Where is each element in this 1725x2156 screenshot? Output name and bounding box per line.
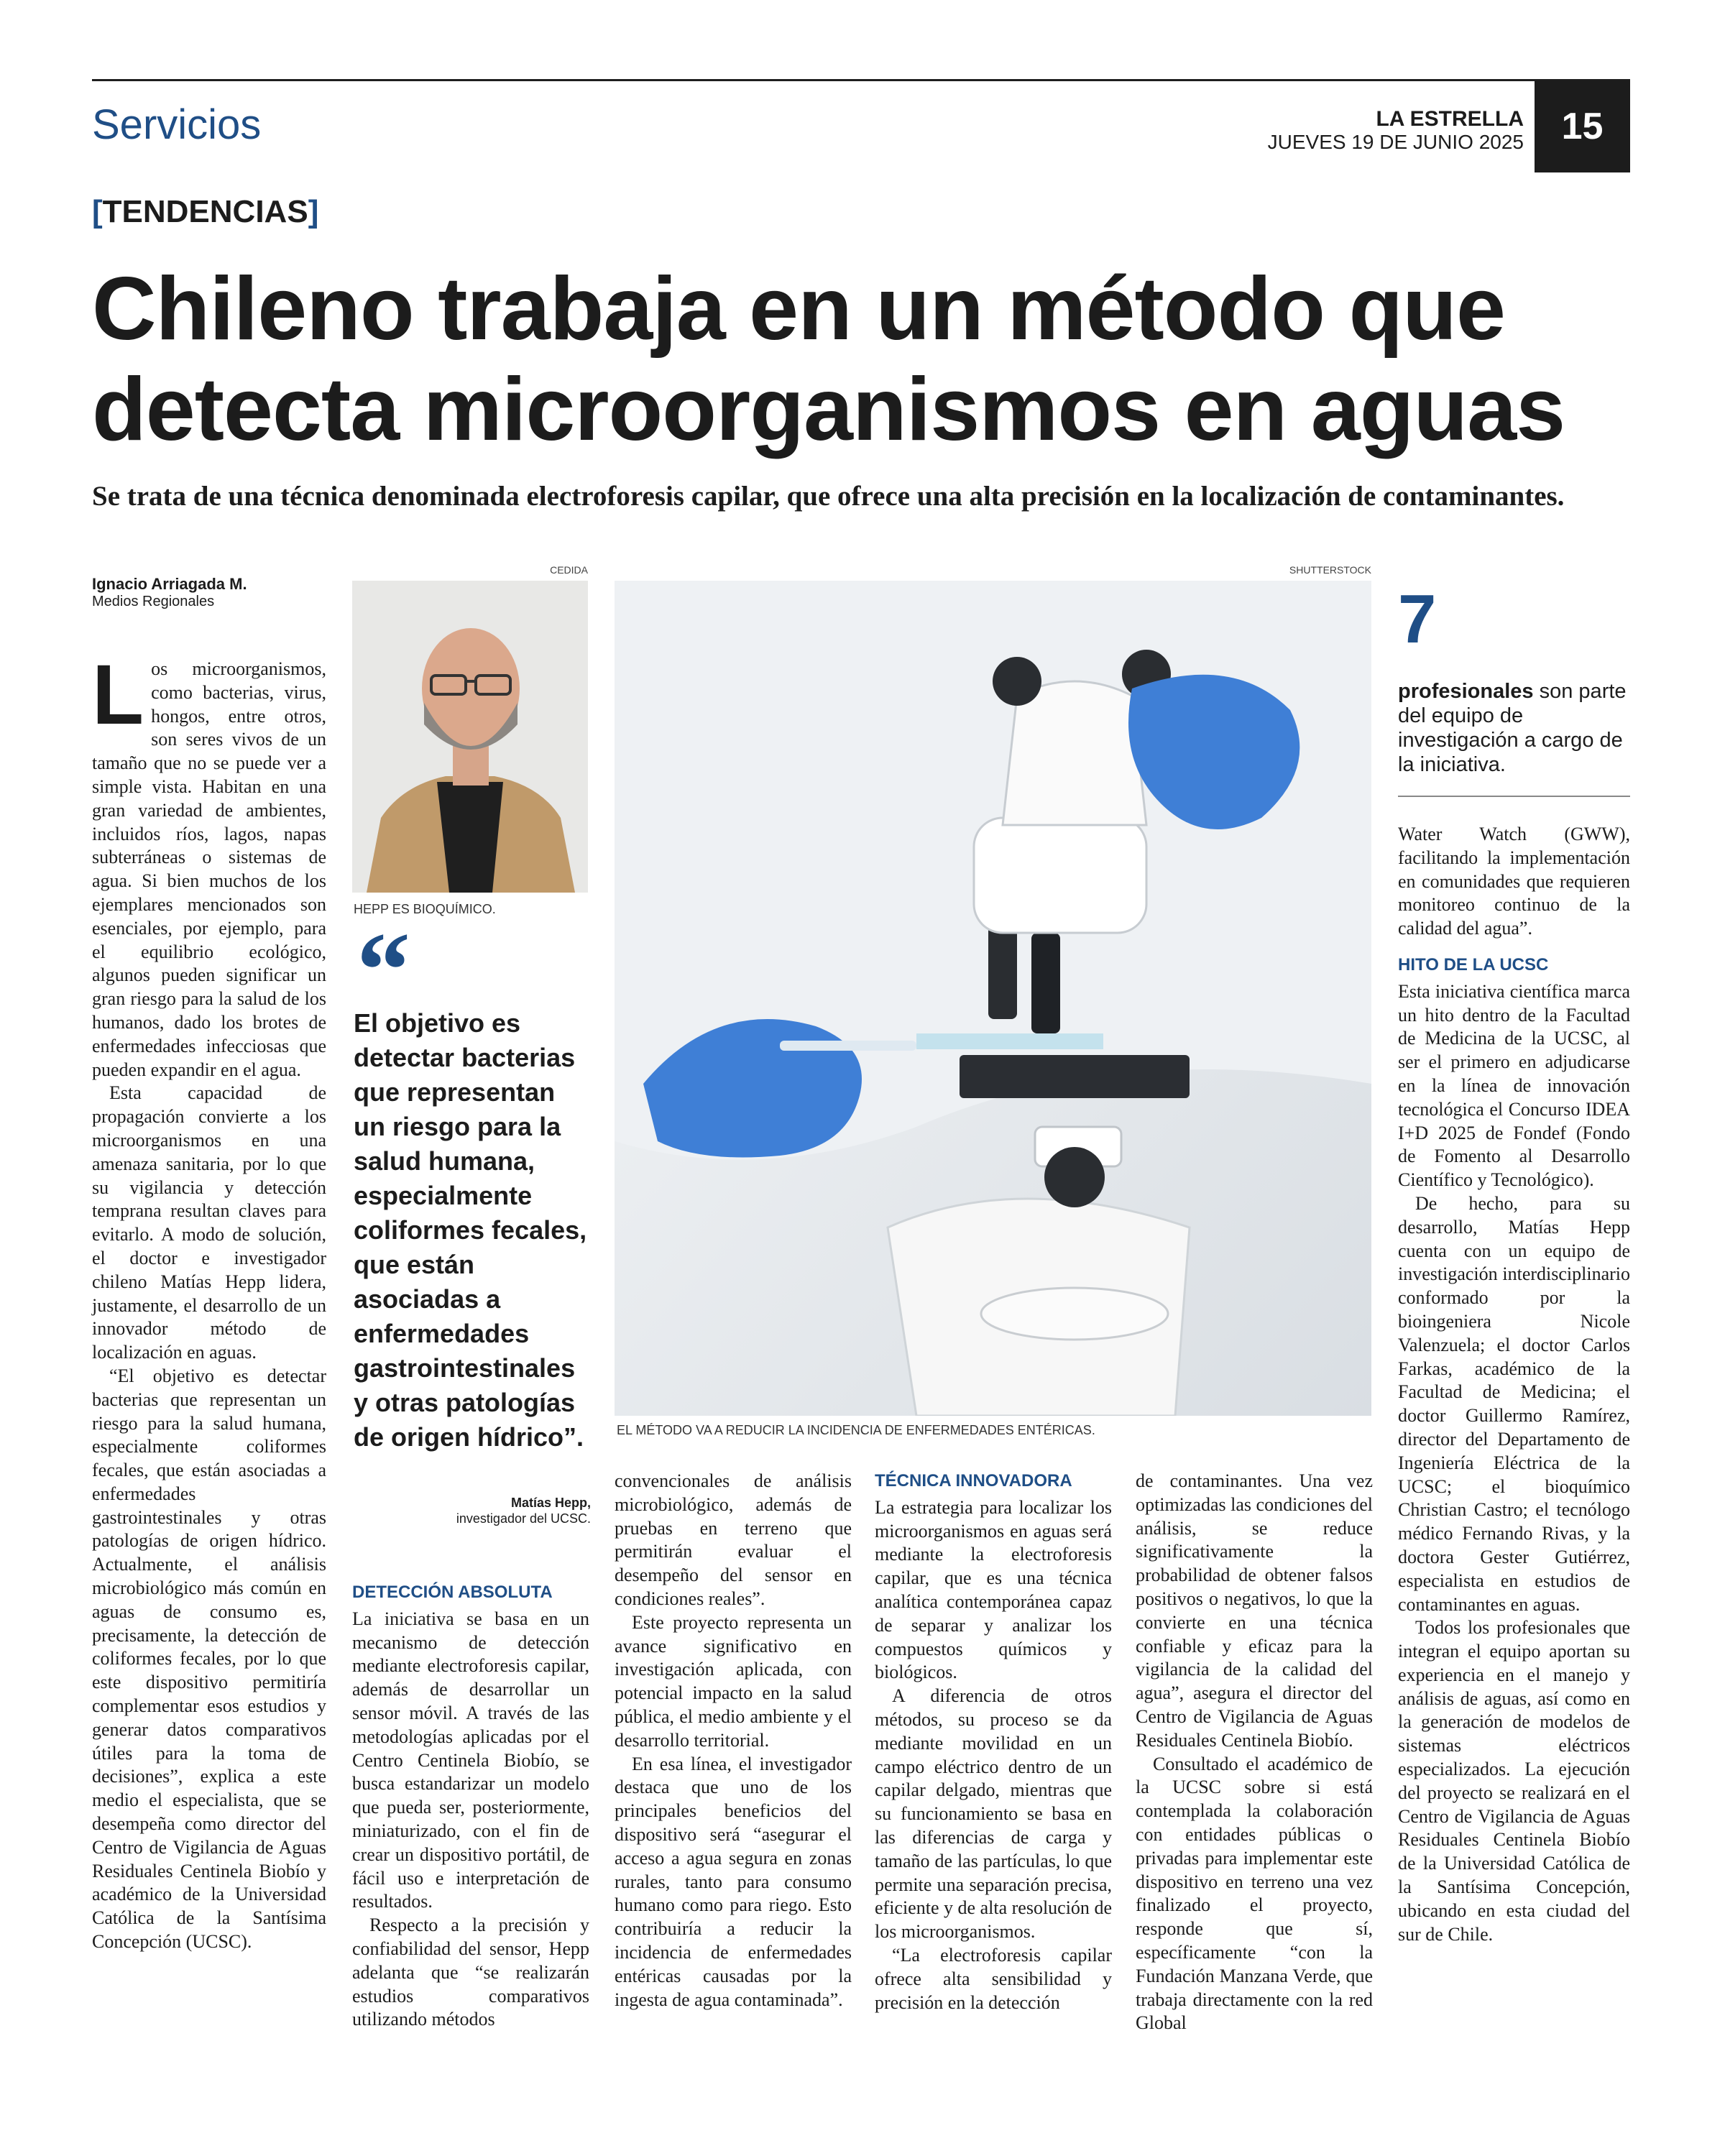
portrait-photo: [352, 581, 588, 893]
stat-number: 7: [1398, 581, 1437, 658]
col6-p4: Todos los profesionales que integran el equipo aportan su experiencia en el manejo y análisis de aguas, así como en la generación de modelos de sistemas eléctricos especializados. La ejecución del proyecto se realizará en el Centro de Vigilancia de Aguas Residuales Centinela Biobío de la Universidad Católica de la Santísima Concepción, ubicando en esta ciudad del sur de Chile.: [1398, 1617, 1630, 1945]
pull-quote-text: El objetivo es detectar bacterias que representan un riesgo para la salud humana, especialmente coliformes fecales, que están asociadas a enfermedades gastrointestinales y otras patologías de origen hídrico”.: [354, 1008, 587, 1452]
top-rule: [92, 79, 1630, 81]
page-number: 15: [1535, 80, 1630, 172]
stat-bold: profesionales: [1398, 680, 1534, 703]
col4-p2: A diferencia de otros métodos, su proceso se da mediante movilidad en un campo eléctrico dentro de un capilar delgado, mientras que su funcionamiento se basa en las diferencias de carga y tamaño de las partículas, lo que permite una separación precisa, eficiente y de alta resolución de los microorganismos.: [875, 1685, 1112, 1943]
deck: Se trata de una técnica denominada electroforesis capilar, que ofrece una alta precisión en la localización de contaminantes.: [92, 481, 1565, 512]
byline-author: Ignacio Arriagada M.: [92, 575, 247, 593]
portrait-credit: CEDIDA: [550, 564, 588, 576]
main-photo-credit: SHUTTERSTOCK: [1289, 564, 1371, 576]
col1-p3: “El objetivo es detectar bacterias que representan un riesgo para la salud humana, especialmente coliformes fecales, que están asociadas a enfermedades gastrointestinales y otras patologías de origen hídrico. Actualmente, el análisis microbiológico más común en aguas de consumo es, precisamente, la detección de coliformes fecales, por lo que este dispositivo permitiría complementar esos estudios y generar datos comparativos útiles para la toma de decisiones”, explica a este medio el especialista, que se desempeña como director del Centro de Vigilancia de Aguas Residuales Centinela Biobío y académico de la Universidad Católica de la Santísima Concepción (UCSC).: [92, 1365, 326, 1953]
pull-quote-author-name: Matías Hepp,: [510, 1496, 591, 1510]
col4-p3: “La electroforesis capilar ofrece alta sensibilidad y precisión en la detección: [875, 1944, 1112, 2013]
article-column-3: [615, 1470, 852, 2012]
main-photo-caption: EL MÉTODO VA A REDUCIR LA INCIDENCIA DE ENFERMEDADES ENTÉRICAS.: [617, 1423, 1095, 1437]
col3-p2: Este proyecto representa un avance significativo en investigación aplicada, con potencial impacto en la salud pública, el medio ambiente y el desarrollo territorial.: [615, 1611, 852, 1751]
portrait-caption: HEPP ES BIOQUÍMICO.: [354, 902, 496, 916]
col2-p2: Respecto a la precisión y confiabilidad del sensor, Hepp adelanta que “se realizarán estudios comparativos utilizando métodos: [352, 1915, 589, 2030]
dropcap: L: [92, 648, 144, 742]
publication-name: LA ESTRELLA: [1376, 107, 1524, 131]
col6-p3: De hecho, para su desarrollo, Matías Hepp cuenta con un equipo de investigación interdisciplinario conformado por la bioingeniera Nicole Valenzuela; el doctor Carlos Farkas, académico de la Facultad de Medicina; el doctor Guillermo Ramírez, director del Departamento de Ingeniería Eléctrica de la UCSC; el bioquímico Christian Castro; el tecnólogo médico Fernando Rivas, y la doctora Gester Gutiérrez, especialista en estudios de contaminantes en aguas.: [1398, 1192, 1630, 1615]
stat-divider: [1398, 796, 1630, 797]
subhead-tecnica: TÉCNICA INNOVADORA: [875, 1471, 1072, 1491]
main-photo-microscope: [615, 581, 1371, 1416]
col6-p1: Water Watch (GWW), facilitando la implementación en comunidades que requieren monitoreo continuo de la calidad del agua”.: [1398, 824, 1630, 939]
col3-p1: convencionales de análisis microbiológico, además de pruebas en terreno que permitirán evaluar el desempeño del sensor en condiciones reales”.: [615, 1470, 852, 1609]
kicker: [TENDENCIAS]: [92, 194, 319, 229]
col3-p3: En esa línea, el investigador destaca que uno de los principales beneficios del dispositivo será “asegurar el acceso a agua segura en zonas rurales, tanto para consumo humano como para riego. Esto contribuiría a reducir la incidencia de enfermedades entéricas causadas por la ingesta de agua contaminada”.: [615, 1753, 852, 2010]
stat-text: [1398, 679, 1635, 777]
subhead-hito: HITO DE LA UCSC: [1398, 954, 1549, 975]
col4-p1: La estrategia para localizar los microorganismos en aguas será mediante la electroforesis capilar, que es una técnica analítica contemporánea capaz de separar y analizar los compuestos químicos y biológicos.: [875, 1496, 1112, 1683]
byline-org: Medios Regionales: [92, 594, 215, 609]
col1-p2: Esta capacidad de propagación convierte a los microorganismos en una amenaza sanitaria, por lo que su vigilancia y detección temprana resultan claves para evitarlo. A modo de solución, el doctor e investigador chileno Matías Hepp lidera, justamente, el desarrollo de un innovador método de localización en aguas.: [92, 1082, 326, 1363]
article-column-6: [1398, 823, 1630, 1946]
col5-p1: de contaminantes. Una vez optimizadas las condiciones del análisis, se reduce significativamente la probabilidad de obtener falsos positivos o negativos, lo que la convierte en una técnica confiable y eficaz para la vigilancia de la calidad del agua”, asegura el director del Centro de Vigilancia de Aguas Residuales Centinela Biobío.: [1136, 1470, 1373, 1751]
quote-mark-icon: “: [356, 911, 410, 1030]
headline: Chileno trabaja en un método que detecta microorganismos en aguas: [92, 259, 1565, 459]
subhead-deteccion: DETECCIÓN ABSOLUTA: [352, 1583, 553, 1602]
byline: [92, 575, 247, 610]
article-column-4: [875, 1470, 1112, 2014]
kicker-text: TENDENCIAS: [102, 194, 308, 229]
article-column-5: [1136, 1470, 1373, 2035]
col1-p1: os microorganismos, como bacterias, virus, hongos, entre otros, son seres vivos de un tamaño que no se puede ver a simple vista. Habitan en una gran variedad de ambientes, incluidos ríos, lagos, napas subterráneas o sistemas de agua. Si bien muchos de los ejemplares mencionados son esenciales, por ejemplo, para el equilibrio ecológico, algunos pueden significar un gran riesgo para la salud de los humanos, dado los brotes de enfermedades infecciosas que pueden expandir en el agua.: [92, 658, 326, 1080]
col5-p2: Consultado el académico de la UCSC sobre si está contemplada la colaboración con entidades públicas o privadas para implementar este dispositivo en terreno una vez finalizado el proyecto, responde que sí, específicamente “con la Fundación Manzana Verde, que trabaja directamente con la red Global: [1136, 1753, 1373, 2034]
masthead: [1222, 108, 1524, 154]
section-name: Servicios: [92, 101, 262, 148]
col2-p1: La iniciativa se basa en un mecanismo de detección mediante electroforesis capilar, además de desarrollar un sensor móvil. A través de las metodologías aplicadas por el Centro Centinela Biobío, se busca estandarizar un modelo que pueda ser, posteriormente, miniaturizado, con el fin de crear un dispositivo portátil, de fácil uso e interpretación de resultados.: [352, 1608, 589, 1912]
article-column-2: [352, 1581, 589, 2032]
col6-p2: Esta iniciativa científica marca un hito dentro de la Facultad de Medicina de la UCSC, al ser el primero en adjudicarse en la línea de innovación tecnológica el Concurso IDEA I+D 2025 de Fondef (Fondo de Fomento al Desarrollo Científico y Tecnológico).: [1398, 980, 1630, 1191]
article-column-1: [92, 648, 326, 1954]
pull-quote-author-role: investigador del UCSC.: [456, 1511, 591, 1526]
stat-rest: son parte del equipo de investigación a cargo de la iniciativa.: [1398, 680, 1627, 776]
publication-date: JUEVES 19 DE JUNIO 2025: [1267, 131, 1524, 153]
pull-quote-author: [388, 1495, 591, 1526]
